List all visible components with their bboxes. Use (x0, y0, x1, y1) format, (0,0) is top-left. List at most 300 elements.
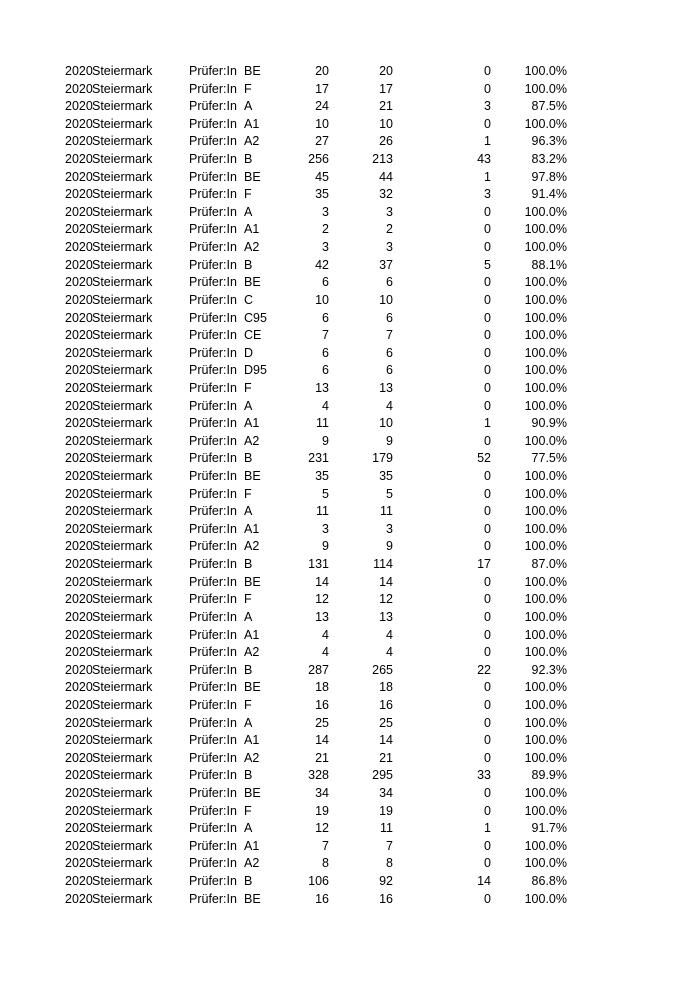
pass-rate-cell: 100.0% (524, 81, 567, 96)
role-cell: Prüfer:In (189, 627, 237, 642)
year-cell: 2020 (65, 733, 93, 748)
pass-rate-cell: 100.0% (524, 592, 567, 607)
pass-rate-cell: 100.0% (524, 539, 567, 554)
pass-rate-cell: 91.7% (531, 821, 567, 836)
year-cell: 2020 (65, 592, 93, 607)
role-cell: Prüfer:In (189, 187, 237, 202)
table-row (0, 81, 700, 99)
role-cell: Prüfer:In (189, 574, 237, 589)
failed-cell: 0 (484, 609, 491, 624)
passed-cell: 13 (379, 609, 393, 624)
role-cell: Prüfer:In (189, 81, 237, 96)
passed-cell: 295 (372, 768, 393, 783)
passed-cell: 10 (379, 116, 393, 131)
license-class-cell: A2 (244, 645, 260, 660)
license-class-cell: A1 (244, 733, 260, 748)
passed-cell: 2 (386, 222, 393, 237)
region-cell: Steiermark (92, 380, 153, 395)
failed-cell: 0 (484, 328, 491, 343)
total-cell: 4 (322, 398, 329, 413)
total-cell: 20 (315, 64, 329, 78)
license-class-cell: F (244, 592, 252, 607)
role-cell: Prüfer:In (189, 697, 237, 712)
license-class-cell: BE (244, 64, 261, 78)
failed-cell: 0 (484, 310, 491, 325)
failed-cell: 14 (477, 874, 491, 889)
role-cell: Prüfer:In (189, 785, 237, 800)
year-cell: 2020 (65, 240, 93, 255)
region-cell: Steiermark (92, 680, 153, 695)
license-class-cell: A (244, 99, 253, 114)
total-cell: 11 (316, 504, 329, 519)
region-cell: Steiermark (92, 504, 153, 519)
role-cell: Prüfer:In (189, 891, 237, 906)
failed-cell: 0 (484, 627, 491, 642)
table-row (0, 855, 700, 873)
pass-rate-cell: 100.0% (524, 785, 567, 800)
region-cell: Steiermark (92, 785, 153, 800)
total-cell: 24 (315, 99, 329, 114)
region-cell: Steiermark (92, 768, 153, 783)
region-cell: Steiermark (92, 134, 153, 149)
table-row (0, 257, 700, 275)
total-cell: 4 (322, 645, 329, 660)
region-cell: Steiermark (92, 539, 153, 554)
pass-rate-cell: 100.0% (524, 328, 567, 343)
passed-cell: 3 (386, 521, 393, 536)
region-cell: Steiermark (92, 328, 153, 343)
pass-rate-cell: 87.5% (531, 99, 567, 114)
failed-cell: 1 (484, 134, 491, 149)
total-cell: 10 (315, 116, 329, 131)
failed-cell: 0 (484, 891, 491, 906)
region-cell: Steiermark (92, 838, 153, 853)
failed-cell: 0 (484, 222, 491, 237)
pass-rate-cell: 100.0% (524, 275, 567, 290)
license-class-cell: F (244, 380, 252, 395)
license-class-cell: BE (244, 469, 261, 484)
total-cell: 6 (322, 275, 329, 290)
role-cell: Prüfer:In (189, 152, 237, 167)
total-cell: 42 (315, 257, 329, 272)
passed-cell: 179 (372, 451, 393, 466)
pass-rate-cell: 100.0% (524, 856, 567, 871)
passed-cell: 4 (386, 398, 393, 413)
total-cell: 328 (308, 768, 329, 783)
license-class-cell: A1 (244, 416, 260, 431)
table-row (0, 662, 700, 680)
year-cell: 2020 (65, 275, 93, 290)
pass-rate-cell: 100.0% (524, 838, 567, 853)
year-cell: 2020 (65, 380, 93, 395)
failed-cell: 0 (484, 838, 491, 853)
year-cell: 2020 (65, 627, 93, 642)
failed-cell: 5 (484, 257, 491, 272)
pass-rate-cell: 100.0% (524, 116, 567, 131)
total-cell: 6 (322, 345, 329, 360)
pass-rate-cell: 100.0% (524, 504, 567, 519)
license-class-cell: BE (244, 891, 261, 906)
failed-cell: 0 (484, 539, 491, 554)
region-cell: Steiermark (92, 310, 153, 325)
role-cell: Prüfer:In (189, 398, 237, 413)
region-cell: Steiermark (92, 874, 153, 889)
total-cell: 131 (308, 557, 329, 572)
year-cell: 2020 (65, 785, 93, 800)
region-cell: Steiermark (92, 574, 153, 589)
year-cell: 2020 (65, 557, 93, 572)
role-cell: Prüfer:In (189, 768, 237, 783)
role-cell: Prüfer:In (189, 486, 237, 501)
total-cell: 3 (322, 240, 329, 255)
total-cell: 34 (315, 785, 329, 800)
failed-cell: 0 (484, 204, 491, 219)
passed-cell: 34 (379, 785, 393, 800)
total-cell: 4 (322, 627, 329, 642)
role-cell: Prüfer:In (189, 874, 237, 889)
role-cell: Prüfer:In (189, 504, 237, 519)
role-cell: Prüfer:In (189, 99, 237, 114)
year-cell: 2020 (65, 416, 93, 431)
license-class-cell: A1 (244, 838, 260, 853)
role-cell: Prüfer:In (189, 539, 237, 554)
role-cell: Prüfer:In (189, 838, 237, 853)
role-cell: Prüfer:In (189, 645, 237, 660)
table-row (0, 803, 700, 821)
passed-cell: 7 (386, 838, 393, 853)
region-cell: Steiermark (92, 204, 153, 219)
role-cell: Prüfer:In (189, 363, 237, 378)
table-row (0, 274, 700, 292)
pass-rate-cell: 100.0% (524, 733, 567, 748)
region-cell: Steiermark (92, 821, 153, 836)
total-cell: 13 (315, 380, 329, 395)
region-cell: Steiermark (92, 451, 153, 466)
pass-rate-cell: 100.0% (524, 222, 567, 237)
license-class-cell: A2 (244, 539, 260, 554)
role-cell: Prüfer:In (189, 310, 237, 325)
table-row (0, 838, 700, 856)
total-cell: 9 (322, 433, 329, 448)
role-cell: Prüfer:In (189, 134, 237, 149)
pass-rate-cell: 100.0% (524, 891, 567, 906)
passed-cell: 16 (379, 891, 393, 906)
table-row (0, 398, 700, 416)
pass-rate-cell: 100.0% (524, 240, 567, 255)
total-cell: 13 (315, 609, 329, 624)
pass-rate-cell: 100.0% (524, 715, 567, 730)
pass-rate-cell: 100.0% (524, 204, 567, 219)
role-cell: Prüfer:In (189, 275, 237, 290)
table-row (0, 644, 700, 662)
region-cell: Steiermark (92, 116, 153, 131)
pass-rate-cell: 100.0% (524, 645, 567, 660)
region-cell: Steiermark (92, 803, 153, 818)
passed-cell: 32 (379, 187, 393, 202)
pass-rate-cell: 77.5% (531, 451, 567, 466)
license-class-cell: BE (244, 680, 261, 695)
region-cell: Steiermark (92, 292, 153, 307)
license-class-cell: A1 (244, 627, 260, 642)
license-class-cell: BE (244, 574, 261, 589)
pass-rate-cell: 100.0% (524, 627, 567, 642)
pass-rate-cell: 91.4% (531, 187, 567, 202)
table-row (0, 116, 700, 134)
table-row (0, 239, 700, 257)
year-cell: 2020 (65, 81, 93, 96)
total-cell: 25 (315, 715, 329, 730)
region-cell: Steiermark (92, 592, 153, 607)
license-class-cell: C (244, 292, 254, 307)
license-class-cell: B (244, 257, 253, 272)
passed-cell: 10 (379, 292, 393, 307)
pass-rate-cell: 100.0% (524, 310, 567, 325)
failed-cell: 1 (484, 169, 491, 184)
region-cell: Steiermark (92, 609, 153, 624)
passed-cell: 20 (379, 64, 393, 78)
role-cell: Prüfer:In (189, 204, 237, 219)
pass-rate-cell: 88.1% (531, 257, 567, 272)
table-row (0, 891, 700, 909)
year-cell: 2020 (65, 310, 93, 325)
total-cell: 14 (315, 733, 329, 748)
table-row (0, 433, 700, 451)
failed-cell: 0 (484, 856, 491, 871)
passed-cell: 4 (386, 627, 393, 642)
year-cell: 2020 (65, 257, 93, 272)
failed-cell: 0 (484, 715, 491, 730)
pass-rate-cell: 100.0% (524, 680, 567, 695)
year-cell: 2020 (65, 486, 93, 501)
table-row (0, 591, 700, 609)
pass-rate-cell: 100.0% (524, 486, 567, 501)
year-cell: 2020 (65, 768, 93, 783)
pass-rate-cell: 100.0% (524, 609, 567, 624)
year-cell: 2020 (65, 838, 93, 853)
table-row (0, 380, 700, 398)
total-cell: 287 (308, 662, 329, 677)
passed-cell: 19 (379, 803, 393, 818)
table-row (0, 468, 700, 486)
year-cell: 2020 (65, 680, 93, 695)
region-cell: Steiermark (92, 557, 153, 572)
table-row (0, 679, 700, 697)
role-cell: Prüfer:In (189, 64, 237, 78)
passed-cell: 6 (386, 363, 393, 378)
role-cell: Prüfer:In (189, 257, 237, 272)
region-cell: Steiermark (92, 222, 153, 237)
license-class-cell: D95 (244, 363, 267, 378)
license-class-cell: A1 (244, 222, 260, 237)
year-cell: 2020 (65, 521, 93, 536)
year-cell: 2020 (65, 292, 93, 307)
failed-cell: 0 (484, 521, 491, 536)
region-cell: Steiermark (92, 750, 153, 765)
failed-cell: 0 (484, 116, 491, 131)
license-class-cell: F (244, 81, 252, 96)
region-cell: Steiermark (92, 662, 153, 677)
table-row (0, 521, 700, 539)
pass-rate-cell: 96.3% (531, 134, 567, 149)
failed-cell: 22 (477, 662, 491, 677)
license-class-cell: A2 (244, 856, 260, 871)
pass-rate-cell: 100.0% (524, 380, 567, 395)
passed-cell: 265 (372, 662, 393, 677)
region-cell: Steiermark (92, 99, 153, 114)
year-cell: 2020 (65, 99, 93, 114)
total-cell: 10 (315, 292, 329, 307)
table-row (0, 204, 700, 222)
passed-cell: 13 (379, 380, 393, 395)
role-cell: Prüfer:In (189, 345, 237, 360)
role-cell: Prüfer:In (189, 222, 237, 237)
table-row (0, 503, 700, 521)
pass-rate-cell: 100.0% (524, 750, 567, 765)
failed-cell: 0 (484, 398, 491, 413)
failed-cell: 3 (484, 187, 491, 202)
role-cell: Prüfer:In (189, 380, 237, 395)
table-row (0, 362, 700, 380)
table-row (0, 873, 700, 891)
year-cell: 2020 (65, 856, 93, 871)
failed-cell: 0 (484, 785, 491, 800)
year-cell: 2020 (65, 539, 93, 554)
region-cell: Steiermark (92, 856, 153, 871)
license-class-cell: A (244, 609, 253, 624)
role-cell: Prüfer:In (189, 803, 237, 818)
role-cell: Prüfer:In (189, 733, 237, 748)
license-class-cell: F (244, 486, 252, 501)
passed-cell: 11 (380, 821, 393, 836)
passed-cell: 11 (380, 504, 393, 519)
year-cell: 2020 (65, 609, 93, 624)
pass-rate-cell: 100.0% (524, 469, 567, 484)
role-cell: Prüfer:In (189, 328, 237, 343)
pass-rate-cell: 100.0% (524, 398, 567, 413)
license-class-cell: B (244, 768, 253, 783)
table-row (0, 574, 700, 592)
table-row (0, 715, 700, 733)
license-class-cell: A1 (244, 116, 260, 131)
region-cell: Steiermark (92, 152, 153, 167)
year-cell: 2020 (65, 187, 93, 202)
license-class-cell: B (244, 152, 253, 167)
total-cell: 6 (322, 310, 329, 325)
total-cell: 21 (315, 750, 329, 765)
license-class-cell: B (244, 662, 253, 677)
license-class-cell: A2 (244, 433, 260, 448)
year-cell: 2020 (65, 363, 93, 378)
table-row (0, 169, 700, 187)
license-class-cell: A (244, 504, 253, 519)
total-cell: 7 (322, 838, 329, 853)
failed-cell: 3 (484, 99, 491, 114)
license-class-cell: A1 (244, 521, 260, 536)
passed-cell: 18 (379, 680, 393, 695)
total-cell: 5 (322, 486, 329, 501)
failed-cell: 0 (484, 574, 491, 589)
license-class-cell: B (244, 874, 253, 889)
passed-cell: 3 (386, 240, 393, 255)
region-cell: Steiermark (92, 891, 153, 906)
table-row (0, 63, 700, 81)
total-cell: 2 (322, 222, 329, 237)
region-cell: Steiermark (92, 398, 153, 413)
year-cell: 2020 (65, 433, 93, 448)
failed-cell: 0 (484, 363, 491, 378)
passed-cell: 4 (386, 645, 393, 660)
license-class-cell: BE (244, 275, 261, 290)
region-cell: Steiermark (92, 627, 153, 642)
role-cell: Prüfer:In (189, 433, 237, 448)
year-cell: 2020 (65, 574, 93, 589)
region-cell: Steiermark (92, 240, 153, 255)
license-class-cell: A (244, 821, 253, 836)
region-cell: Steiermark (92, 469, 153, 484)
total-cell: 9 (322, 539, 329, 554)
total-cell: 6 (322, 363, 329, 378)
license-class-cell: A (244, 715, 253, 730)
year-cell: 2020 (65, 891, 93, 906)
year-cell: 2020 (65, 697, 93, 712)
role-cell: Prüfer:In (189, 557, 237, 572)
failed-cell: 1 (484, 821, 491, 836)
table-row (0, 450, 700, 468)
license-class-cell: A (244, 398, 253, 413)
table-row (0, 186, 700, 204)
total-cell: 18 (315, 680, 329, 695)
region-cell: Steiermark (92, 81, 153, 96)
failed-cell: 33 (477, 768, 491, 783)
failed-cell: 0 (484, 750, 491, 765)
failed-cell: 17 (477, 557, 491, 572)
license-class-cell: F (244, 697, 252, 712)
role-cell: Prüfer:In (189, 521, 237, 536)
year-cell: 2020 (65, 152, 93, 167)
failed-cell: 0 (484, 81, 491, 96)
year-cell: 2020 (65, 803, 93, 818)
region-cell: Steiermark (92, 64, 153, 78)
region-cell: Steiermark (92, 697, 153, 712)
year-cell: 2020 (65, 715, 93, 730)
total-cell: 19 (315, 803, 329, 818)
total-cell: 27 (315, 134, 329, 149)
year-cell: 2020 (65, 169, 93, 184)
failed-cell: 0 (484, 592, 491, 607)
region-cell: Steiermark (92, 169, 153, 184)
year-cell: 2020 (65, 64, 93, 78)
license-class-cell: BE (244, 169, 261, 184)
role-cell: Prüfer:In (189, 469, 237, 484)
passed-cell: 9 (386, 539, 393, 554)
total-cell: 45 (315, 169, 329, 184)
failed-cell: 43 (477, 152, 491, 167)
failed-cell: 0 (484, 486, 491, 501)
passed-cell: 26 (379, 134, 393, 149)
pass-rate-cell: 87.0% (531, 557, 567, 572)
role-cell: Prüfer:In (189, 680, 237, 695)
role-cell: Prüfer:In (189, 856, 237, 871)
year-cell: 2020 (65, 451, 93, 466)
table-row (0, 538, 700, 556)
total-cell: 11 (316, 416, 329, 431)
passed-cell: 114 (373, 557, 393, 572)
role-cell: Prüfer:In (189, 715, 237, 730)
pass-rate-cell: 100.0% (524, 803, 567, 818)
pass-rate-cell: 97.8% (531, 169, 567, 184)
year-cell: 2020 (65, 116, 93, 131)
failed-cell: 0 (484, 240, 491, 255)
